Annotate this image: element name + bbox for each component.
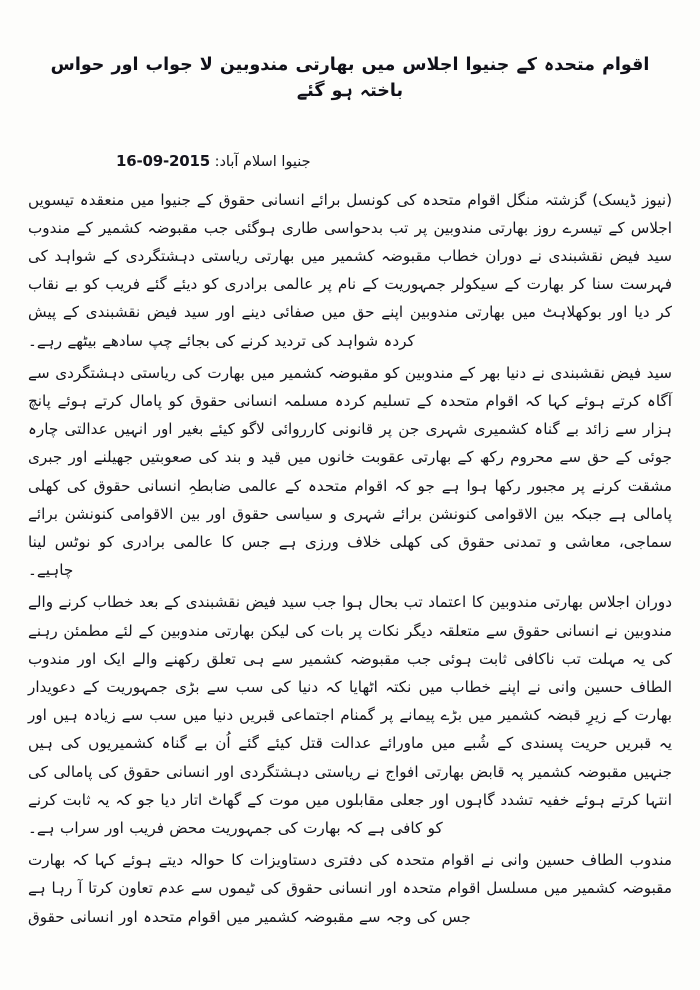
dateline-row [28, 151, 672, 170]
dateline-place: جنیوا اسلام آباد: [214, 153, 311, 170]
article-paragraph: مندوب الطاف حسین وانی نے اقوام متحدہ کی دفتری دستاویزات کا حوالہ دیتے ہوئے کہا کہ بھارت مقبوضہ کشمیر میں مسلسل اقوام متحدہ اور انسانی حقوق کی ٹیموں سے عدم تعاون کرتا آ رہا ہے جس کی وجہ سے مقبوضہ کشمیر میں اقوام متحدہ اور انسانی حقوق [28, 851, 672, 926]
dateline [116, 152, 311, 170]
article-paragraph: دوران اجلاس بھارتی مندوبین کا اعتماد تب بحال ہوا جب سید فیض نقشبندی کے بعد خطاب کرنے والے مندوبین نے انسانی حقوق سے متعلقہ دیگر نکات پر بات کی لیکن بھارتی مندوبین کے لئے مطمئن رہنے کی یہ مہلت تب ناکافی ثابت ہوئی جب مقبوضہ کشمیر سے ہی تعلق رکھنے والے ایک اور مندوب الطاف حسین وانی نے اپنے خطاب میں نکتہ اٹھایا کہ دنیا کی سب سے بڑی جمہوریت کے دعویدار بھارت کے زیرِ قبضہ کشمیر میں بڑے پیمانے پر گمنام اجتماعی قبریں دنیا میں سب سے زیادہ ہیں اور یہ قبریں حریت پسندی کے شُبے میں ماورائے عدالت قتل کیئے گئے اُن بے گناہ کشمیریوں کی ہیں جنہیں مقبوضہ کشمیر پہ قابض بھارتی افواج نے ریاستی دہشتگردی اور انسانی حقوق کی پامالی کی انتہا کرتے ہوئے خفیہ تشدد گاہوں اور جعلی مقابلوں میں موت کے گھاٹ اتار دیا جو کہ یہ ثابت کرنے کو کافی ہے کہ بھارت کی جمہوریت محض فریب اور سراب ہے۔ [28, 593, 672, 837]
article-paragraph: (نیوز ڈیسک) گزشتہ منگل اقوام متحدہ کی کونسل برائے انسانی حقوق کے جنیوا میں منعقدہ تیسویں اجلاس کے تیسرے روز بھارتی مندوبین پر تب بدحواسی طاری ہوگئی جب مقبوضہ کشمیر کے مندوب سید فیض نقشبندی نے دوران خطاب مقبوضہ کشمیر میں بھارتی ریاستی دہشتگردی کے شواہد کی فہرست سنا کر بھارت کے سیکولر جمہوریت کے نام پر عالمی برادری کو دیئے گئے فریب کو بے نقاب کر دیا اور بوکھلاہٹ میں بھارتی مندوبین اپنے حق میں صفائی دینے اور سید فیض نقشبندی کے پیش کردہ شواہد کی تردید کرنے کی بجائے چپ سادھے بیٹھے رہے۔ [28, 190, 672, 350]
page-title: اقوام متحدہ کے جنیوا اجلاس میں بھارتی مندوبین لا جواب اور حواس باختہ ہو گئے [50, 55, 650, 102]
dateline-date: 16-09-2015 [116, 151, 210, 170]
article-body [28, 186, 672, 931]
article-paragraph: سید فیض نقشبندی نے دنیا بھر کے مندوبین کو مقبوضہ کشمیر میں بھارت کی ریاستی دہشتگردی سے آگاہ کرتے ہوئے کہا کہ اقوام متحدہ کے تسلیم کردہ مسلمہ انسانی حقوق کو پامال کرتے ہوئے پانچ ہزار سے زائد بے گناہ کشمیری شہری جن پر قانونی کارروائی لاگو کیئے بغیر اور انہیں عدالتی چارہ جوئی کے حق سے محروم رکھ کے بھارتی عقوبت خانوں میں قید و بند کی صعوبتیں جھیلنے اور جبری مشقت کرنے پر مجبور رکھا ہوا ہے جو کہ اقوام متحدہ کے عالمی ضابطہِ انسانی حقوق کی کھلی پامالی ہے جبکہ بین الاقوامی کنونشن برائے شہری و سیاسی حقوق اور بین الاقوامی کنونشن برائے سماجی، معاشی و تمدنی حقوق کی کھلی خلاف ورزی ہے جس کا عالمی برادری کو نوٹس لینا چاہیے۔ [28, 363, 672, 580]
